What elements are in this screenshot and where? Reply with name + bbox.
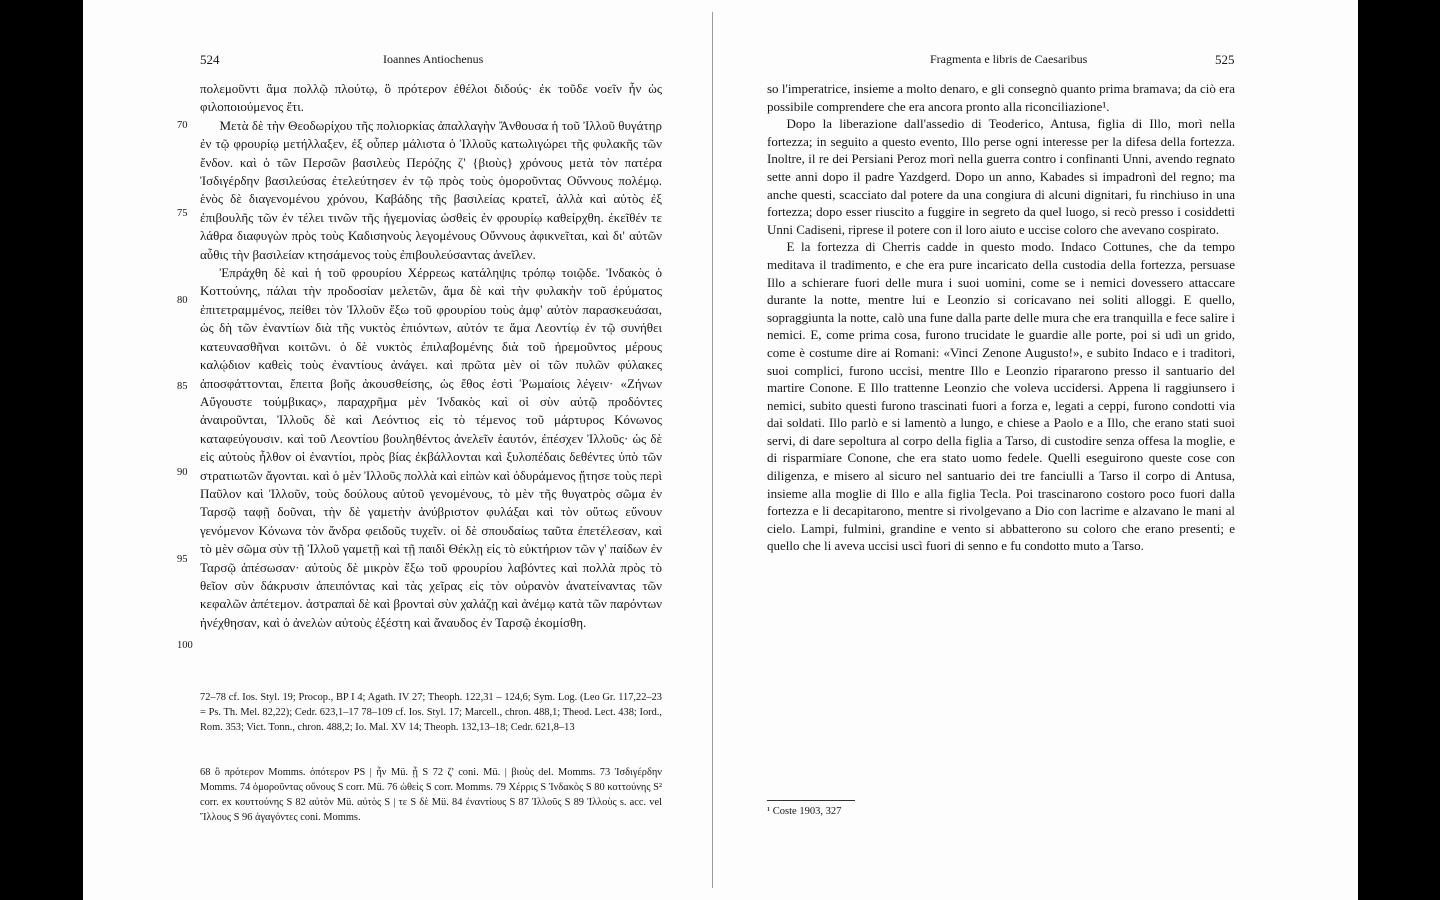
book-spread [83,0,1358,900]
right-page [713,0,1358,900]
paragraph: Μετὰ δὲ τὴν Θεοδωρίχου τῆς πολιορκίας ἀπαλλαγὴν Ἄνθουσα ἡ τοῦ Ἰλλοῦ θυγάτηρ ἐν τῷ φρουρίῳ μετήλλαξεν, ἐξ οὗπερ μάλιστα ὁ Ἰλλοῦς κατωλιγώρει τῆς φυλακῆς τῶν ἔνδον. καὶ ὁ τῶν Περσῶν βασιλεὺς Περόζης ζ' {βιοὺς} χρόνους μετὰ τὸν πατέρα Ἰσδιγέρδην βασιλεύσας ἐτελεύτησεν ἐν τῷ πρὸς τοὺς ὁμοροῦντας Οὔννους πολέμῳ. ἑνὸς δὲ διαγενομένου χρόνου, Καβάδης τῆς βασιλείας κρατεῖ, ἀλλὰ καὶ αὐτὸς ἐξ ἐπιβουλῆς τῶν ἐν τέλει τινῶν τῆς ἡγεμονίας ὠσθεὶς ἐν φρουρίῳ καθείρχθη. ἐκεῖθέν τε λάθρα διαφυγὼν πρὸς τοὺς Καδισηνοὺς λεγομένους Οὔννους ἀφικνεῖται, καὶ δι' αὐτῶν αὖθις τὴν βασιλείαν κτησάμενος τοὺς ἐπιβουλεύσαντας ἀνεῖλεν. [200,117,662,262]
running-title: Ioannes Antiochenus [383,52,484,66]
footnote-rule [767,800,855,801]
left-page [83,0,712,900]
line-number: 75 [177,208,188,219]
line-number: 80 [177,295,188,306]
italian-translation [767,80,1235,555]
greek-text [200,80,662,632]
line-number: 70 [177,120,188,131]
footnote: ¹ Coste 1903, 327 [767,806,842,817]
paragraph: Ἐπράχθη δὲ καὶ ἡ τοῦ φρουρίου Χέρρεως κατάληψις τρόπῳ τοιῷδε. Ἰνδακὸς ὁ Κοττούνης, πάλαι τὴν προδοσίαν μελετῶν, ἅμα δὲ καὶ τὴν φυλακὴν τοῦ ἐρύματος ἐπιτετραμμένος, πείθει τὸν Ἰλλοῦν ἔξω τοῦ φρουρίου τοὺς ἀμφ' αὐτὸν παρασκευάσαι, ὡς δὴ τῶν ἐναντίων διὰ τῆς νυκτὸς ἐπιόντων, αὐτόν τε ἅμα Λεοντίῳ ἐν τῷ συνήθει κατευνασθῆναι κοιτῶνι. ὁ δὲ νυκτὸς ἐπιλαβομένης διὰ τοῦ ἠρεμοῦντος μέρους καλῴδιον καθεὶς τοὺς ἐναντίους ἀνάγει. καὶ πρῶτα μὲν οἱ τῶν πυλῶν φύλακες ἀποσφάττονται, ἔπειτα βοῆς ἀκουσθείσης, ὡς ἔθος ἐστὶ Ῥωμαίοις λέγειν· «Ζήνων Αὔγουστε τούμβικας», παραχρῆμα μὲν Ἰνδακὸς καὶ οἱ σὺν αὐτῷ προδόντες ἀναιροῦνται, Ἰλλοῦς δὲ καὶ Λεόντιος εἰς τὸ τέμενος τοῦ μάρτυρος Κόνωνος καταφεύγουσιν. καὶ τοῦ Λεοντίου βουληθέντος ἀνελεῖν ἑαυτόν, ἐπέσχεν Ἰλλοῦς· ὡς δὲ εἰς αὐτοὺς ἦλθον οἱ ἐναντίοι, πρὸς βίας ἐκβάλλονται καὶ ξυλοπέδαις δεθέντες ὑπὸ τῶν στρατιωτῶν ἄγονται. καὶ ὁ μὲν Ἰλλοῦς πολλὰ καὶ εἰπὼν καὶ ὀδυράμενος ᾔτησε τοὺς περὶ Παῦλον καὶ Ἰλλοῦν, τοὺς δούλους αὐτοῦ γενομένους, τὸ μὲν τῆς θυγατρὸς σῶμα ἐν Ταρσῷ ταφῇ δοῦναι, τὴν δὲ γαμετὴν ἀνύβριστον φυλάξαι καὶ τὸν οὕτως εὔνουν γενόμενον Κόνωνα τὸν ἄνδρα φειδοῦς τυχεῖν. οἱ δὲ σπουδαίως ταῦτα ἐπετέλεσαν, καὶ τὸ μὲν σῶμα σὺν τῇ Ἰλλοῦ γαμετῇ καὶ τῇ παιδὶ Θέκλῃ εἰς τὸ εὐκτήριον τῶν γ' παίδων ἐν Ταρσῷ ἀπέσωσαν· αὐτοὺς δὲ μικρὸν ἔξω τοῦ φρουρίου λαβόντες καὶ πολλὰ πρὸς τὸ θεῖον σὺν δάκρυσιν ἀπειπόντας καὶ τὰς χεῖρας εἰς τὸν οὐρανὸν ἀνατείναντας τῶν κεφαλῶν ἀπέτεμον. ἀστραπαὶ δὲ καὶ βρονταὶ σὺν χαλάζῃ καὶ ἀνέμῳ κατὰ τῶν παρόντων ἠνέχθησαν, καὶ ὁ ἀνελὼν αὐτοὺς ἐξέστη καὶ ἄναυδος ἐν Ταρσῷ ἐκομίσθη. [200,265,662,630]
running-title: Fragmenta e libris de Caesaribus [930,52,1088,66]
line-number: 95 [177,554,188,565]
line-number: 100 [177,640,193,651]
paragraph: so l'imperatrice, insieme a molto denaro, e gli consegnò quanto prima bramava; da ciò era possibile comprendere che era ancora pronto alla riconciliazione¹. [767,81,1235,114]
paragraph: Dopo la liberazione dall'assedio di Teoderico, Antusa, figlia di Illo, morì nella fortezza; in seguito a questo evento, Illo perse ogni interesse per la difesa della fortezza. Inoltre, il re dei Persiani Peroz morì nella guerra contro i confinanti Unni, avendo regnato sette anni dopo il padre Yazdgerd. Dopo un anno, Kabades si impadronì del regno; ma anche questi, scacciato dal potere da una congiura di alcuni dignitari, fu rinchiuso in una fortezza; dopo esser riuscito a fuggire in segreto da quel luogo, si recò presso i cosiddetti Unni Cadiseni, riprese il potere con il loro aiuto e uccise coloro che avevano cospirato. [767,116,1235,237]
page-number: 524 [200,52,220,67]
paragraph: πολεμοῦντι ἅμα πολλῷ πλούτῳ, ὃ πρότερον ἐθέλοι διδούς· ἐκ τοῦδε νοεῖν ἦν ὡς φιλοποιούμενος ἔτι. [200,81,662,115]
apparatus-sources: 72–78 cf. Ios. Styl. 19; Procop., BP I 4; Agath. IV 27; Theoph. 122,31 – 124,6; Sym. Log. (Leo Gr. 117,22–23 = Ps. Th. Mel. 82,22); Cedr. 623,1–17 78–109 cf. Ios. Styl. 17; Marcell., chron. 488,1; Theod. Lect. 438; Iord., Rom. 353; Vict. Tonn., chron. 488,2; Io. Mal. XV 14; Theoph. 132,13–18; Cedr. 621,8–13 [200,692,662,733]
apparatus-critical: 68 ὃ πρότερον Momms. ὁπότερον PS | ἦν Mü. ᾖ S 72 ζ' coni. Mü. | βιοὺς del. Momms. 73 Ἰσδιγέρδην Momms. 74 ὁμοροῦντας οὔνους S corr. Mü. 76 ὠθεὶς S corr. Momms. 79 Χέρρις S Ἰνδακὸς S 80 κοττούνης S² corr. ex κουττούνης S 82 αὐτὸν Mü. αὐτὸς S | τε S δὲ Mü. 84 ἐναντίους S 87 Ἰλλοῦς S 89 Ἰλλοὺς s. acc. vel Ἴλλους S 96 ἀγαγόντες coni. Momms. [200,767,662,823]
paragraph: E la fortezza di Cherris cadde in questo modo. Indaco Cottunes, che da tempo meditava il tradimento, e che era pure incaricato della custodia della fortezza, persuase Illo a schierare fuori delle mura i suoi uomini, come se i nemici dovessero attaccare durante la notte, mentre lui e Leonzio si coricavano nei soliti alloggi. E quello, sopraggiunta la notte, calò una fune dalla parte delle mura che era tranquilla e fece salire i nemici. E, come prima cosa, furono trucidate le guardie alle porte, poi si udì un grido, come è costume dire ai Romani: «Vinci Zenone Augusto!», e subito Indaco e i traditori, suoi complici, furono uccisi, mentre Illo e Leonzio ripararono presso il santuario del martire Conone. E Illo trattenne Leonzio che voleva uccidersi. Appena li raggiunsero i nemici, subito questi furono trascinati fuori a forza e, legati a ceppi, furono condotti via dai soldati. Illo parlò e si lamentò a lungo, e chiese a Paolo e a Illo, che erano stati suoi servi, di dare sepoltura al corpo della figlia a Tarso, di custodire senza offesa la moglie, e di risparmiare Conone, che era stato uomo fedele. Quelli eseguirono queste cose con diligenza, e misero al sicuro nel santuario dei tre fanciulli a Tarso il corpo di Antusa, insieme alla moglie di Illo e alla figlia Tecla. Poi trascinarono costoro poco fuori dalla fortezza e li decapitarono, mentre si rivolgevano a Dio con lacrime e alzavano le mani al cielo. Lampi, fulmini, grandine e vento si abbatterono su coloro che erano presenti; e quello che li aveva uccisi uscì fuori di senno e fu condotto muto a Tarso. [767,239,1235,554]
line-number: 90 [177,467,188,478]
line-number: 85 [177,381,188,392]
page-number: 525 [1215,52,1235,67]
